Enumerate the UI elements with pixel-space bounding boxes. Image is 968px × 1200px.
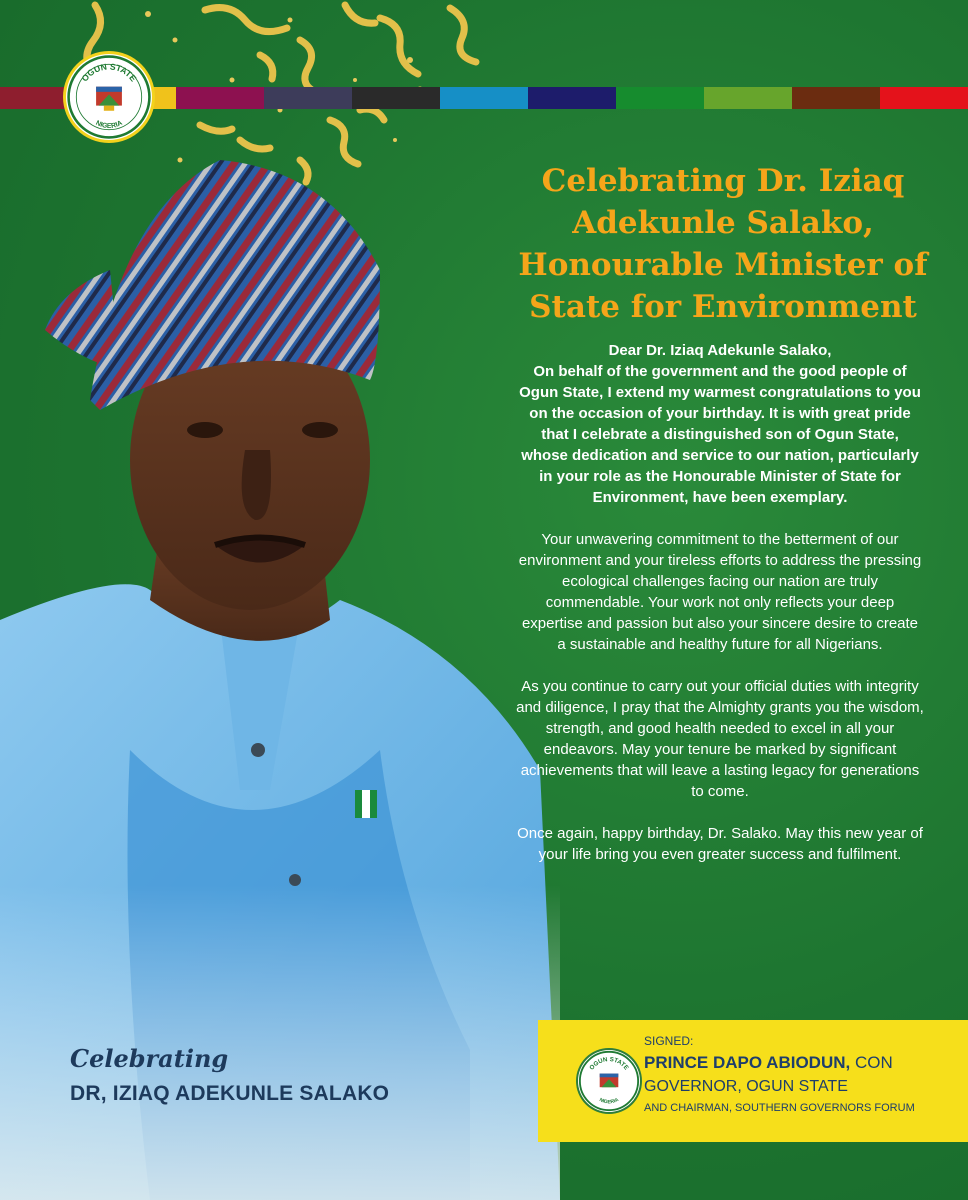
color-strip-segment [792,87,880,109]
signature-box [538,1020,968,1142]
svg-text:NIGERIA: NIGERIA [598,1097,620,1106]
svg-text:OGUN STATE: OGUN STATE [79,61,139,84]
color-strip-segment [176,87,264,109]
color-strip-segment [616,87,704,109]
signature-subtitle: AND CHAIRMAN, SOUTHERN GOVERNORS FORUM [644,1102,915,1114]
letter-paragraph-2: Your unwavering commitment to the betterment of our environment and your tireless efforts to address the pressing ecological challenges facing our nation are truly commendable. Your work not only reflects your deep expertise and passion but also your sincere desire to create a sustainable and healthy future for all Nigerians. [518,531,922,653]
headline-line-3: Honourable Minister of [518,247,928,283]
ogun-state-seal-icon [578,1050,640,1112]
headline-line-2: Adekunle Salako, [572,205,874,241]
headline-line-1: Celebrating Dr. Iziaq [541,163,905,199]
letter-salutation: Dear Dr. Iziaq Adekunle Salako, [608,342,832,359]
signature-logo [578,1050,640,1112]
signature-name-text: PRINCE DAPO ABIODUN, [644,1053,851,1072]
color-strip-segment [352,87,440,109]
signature-label: SIGNED: [644,1034,694,1048]
headline [508,160,938,328]
ogun-state-logo [66,54,152,140]
color-strip-segment [440,87,528,109]
letter-paragraph-4: Once again, happy birthday, Dr. Salako. May this new year of your life bring you even greater success and fulfilment. [517,825,923,863]
letter-body [516,340,924,886]
minister-portrait [0,150,560,1200]
caption-celebrating: Celebrating [70,1044,229,1073]
letter-paragraph-1: On behalf of the government and the good people of Ogun State, I extend my warmest congratulations to you on the occasion of your birthday. It is with great pride that I celebrate a distinguished son of Ogun State, whose dedication and service to our nation, particularly in your role as the Honourable Minister of State for Environment, have been exemplary. [519,363,921,506]
color-strip-segment [704,87,792,109]
color-strip-segment [264,87,352,109]
color-strip-segment [880,87,968,109]
letter-intro [516,340,924,508]
color-strip-segment [528,87,616,109]
letter-paragraph-3: As you continue to carry out your official duties with integrity and diligence, I pray that the Almighty grants you the wisdom, strength, and good health needed to excel in all your endeavors. May your tenure be marked by significant achievements that will leave a lasting legacy for generations to come. [516,678,924,800]
signature-title: GOVERNOR, OGUN STATE [644,1078,848,1095]
caption-name: DR, IZIAQ ADEKUNLE SALAKO [70,1082,390,1105]
signature-name [644,1053,893,1073]
ogun-state-seal-icon [66,54,152,140]
headline-line-4: State for Environment [529,289,917,325]
svg-text:NIGERIA: NIGERIA [94,119,124,130]
svg-text:OGUN STATE: OGUN STATE [588,1056,630,1072]
signature-suffix: CON [854,1053,893,1072]
